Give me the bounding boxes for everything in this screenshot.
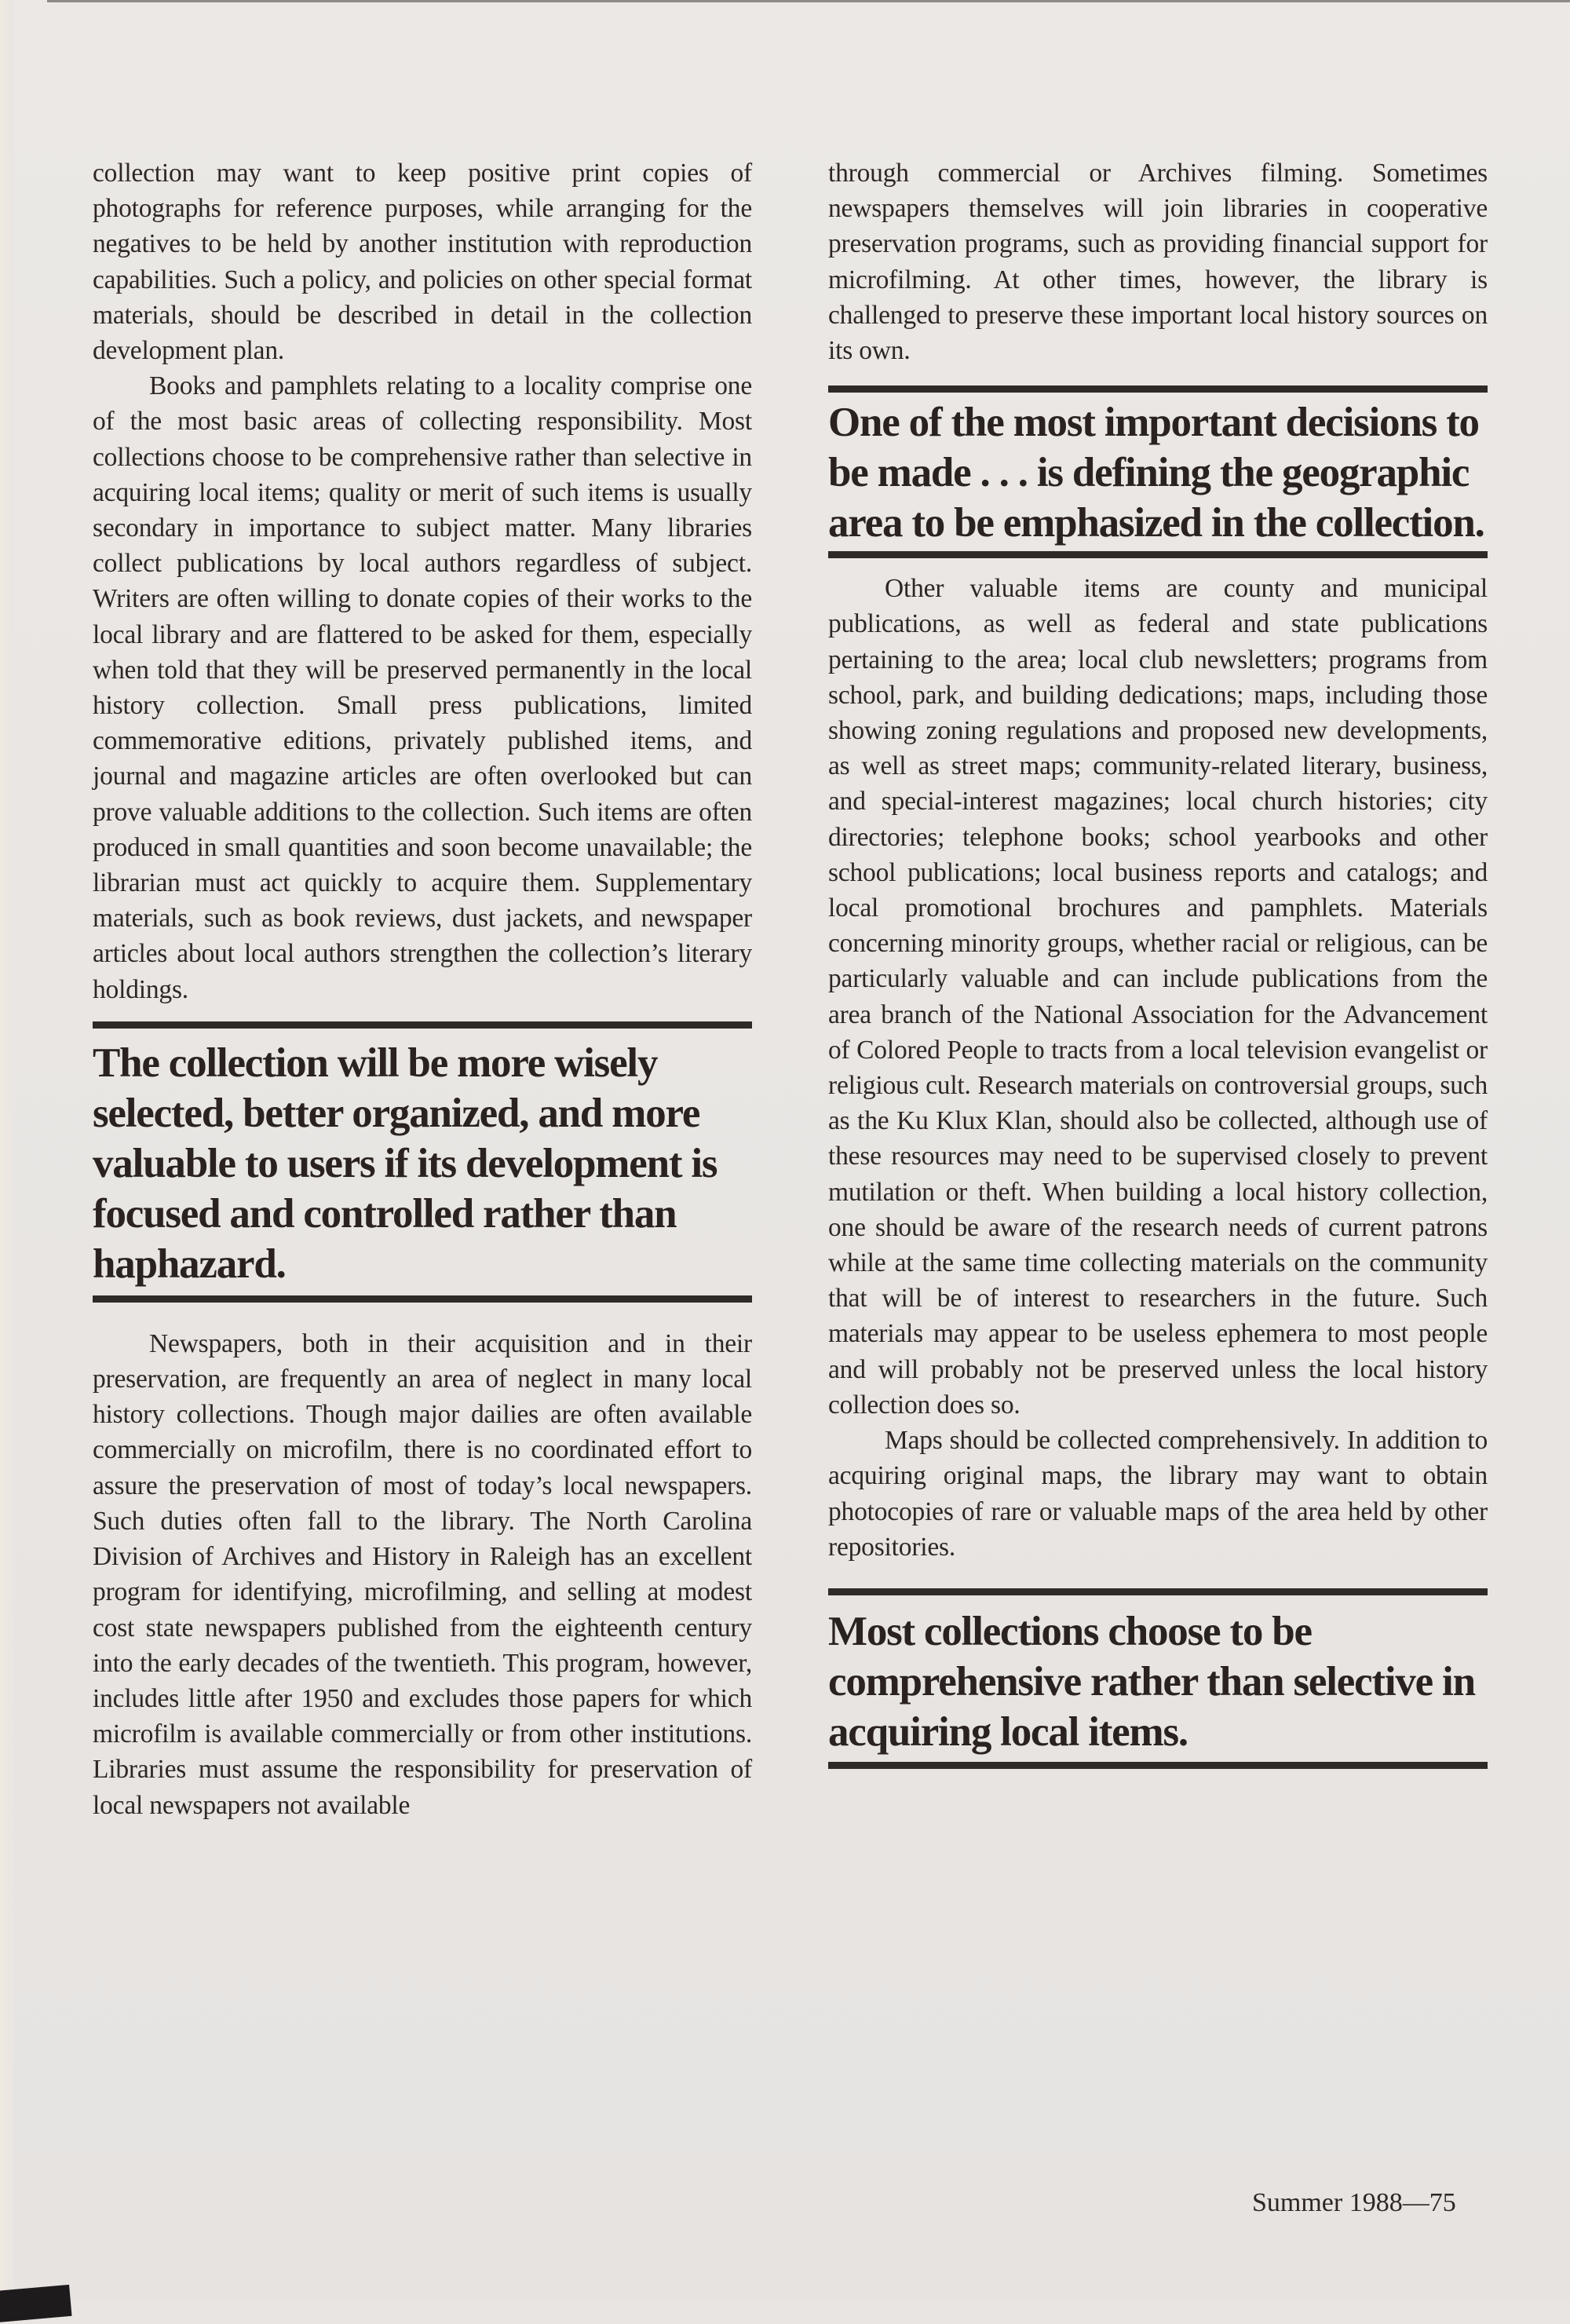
footer-issue: Summer 1988 [1252,2188,1403,2217]
paragraph-newspapers: Newspapers, both in their acquisition and in their preservation, are frequently an area of neglect in many local history collections. Though major dailies are often available commercially on microfilm, there is no coordinated effort to assure the preservation of most of today’s local newspapers. Such duties often fall to the library. The North Carolina Division of Archives and History in Raleigh has an excellent program for identifying, microfilming, and selling at modest cost state newspapers published from the eighteenth century into the early decades of the twentieth. This program, however, includes little after 1950 and excludes those papers for which microfilm is available commercially or from other institutions. Libraries must assume the responsibility for preservation of local newspapers not available [93,1328,752,1820]
pull-quote-comprehensive [828,1588,1488,1769]
paragraph-photographs-policy: collection may want to keep positive print copies of photographs for reference purposes, while arranging for the negatives to be held by another institution with reproduction capabilities. Such a policy, and policies on other special format materials, should be described in detail in the collection development plan. [93,159,752,366]
pull-quote-bottom-rule [93,1295,752,1303]
right-column [828,155,1488,1769]
footer-separator: — [1402,2188,1429,2217]
pull-quote-bottom-rule [828,1762,1488,1769]
page-binding-shade [0,0,14,2301]
pull-quote-text: One of the most important decisions to be made . . . is defining the geographic area to be emphasized in the collection. [828,400,1484,546]
paragraph-books-pamphlets: Books and pamphlets relating to a locality comprise one of the most basic areas of collecting responsibility. Most collections choose to be comprehensive rather than selective in acquiring local items; quality or merit of such items is usually secondary in importance to subject matter. Many libraries collect publications by local authors regardless of subject. Writers are often willing to donate copies of their works to the local library and are flattered to be asked for them, especially when told that they will be preserved permanently in the local history collection. Small press publications, limited commemorative editions, privately published items, and journal and magazine articles are often overlooked but can prove valuable additions to the collection. Such items are often produced in small quantities and soon become unavailable; the librarian must act quickly to acquire them. Supplementary materials, such as book reviews, dust jackets, and newspaper articles about local authors strengthen the collection’s literary holdings. [93,371,752,1004]
page-footer [1252,2188,1456,2218]
paragraph-other-valuable-items: Other valuable items are county and municipal publications, as well as federal and state publications pertaining to the area; local club newsletters; programs from school, park, and building dedications; maps, including those showing zoning regulations and proposed new developments, as well as street maps; community-related literary, business, and special-interest magazines; local church histories; city directories; telephone books; school yearbooks and other school publications; local business reports and catalogs; and local promotional brochures and pamphlets. Materials concerning minority groups, whether racial or religious, can be particularly valuable and can include publications from the area branch of the National Association for the Advancement of Colored People to tracts from a local television evangelist or religious cult. Research materials on controversial groups, such as the Ku Klux Klan, should also be collected, although use of these resources may need to be supervised closely to prevent mutilation or theft. When building a local history collection, one should be aware of the research needs of current patrons while at the same time collecting materials on the community that will be of interest to researchers in the future. Such materials may appear to be useless ephemera to most people and will probably not be preserved unless the local history collection does so. [828,574,1488,1420]
pull-quote-top-rule [828,1588,1488,1595]
pull-quote-text: The collection will be more wisely selected, better organized, and more valuable to users if its development is focused and controlled rather than haphazard. [93,1040,717,1287]
pull-quote-collection-focus [93,1021,752,1303]
pull-quote-top-rule [828,386,1488,393]
paragraph-maps: Maps should be collected comprehensively. In addition to acquiring original maps, the library may want to obtain photocopies of rare or valuable maps of the area held by other repositories. [828,1426,1488,1562]
page-top-edge [47,0,1570,2]
left-column [93,155,752,1823]
page-number: 75 [1429,2188,1456,2217]
page-corner-shadow [0,2285,72,2324]
pull-quote-geographic-area [828,386,1488,558]
pull-quote-top-rule [93,1021,752,1029]
pull-quote-bottom-rule [828,551,1488,558]
paragraph-newspaper-preservation: through commercial or Archives filming. Sometimes newspapers themselves will join libraries in cooperative preservation programs, such as providing financial support for microfilming. At other times, however, the library is challenged to preserve these important local history sources on its own. [828,159,1488,366]
pull-quote-text: Most collections choose to be comprehensive rather than selective in acquiring local items. [828,1608,1475,1755]
